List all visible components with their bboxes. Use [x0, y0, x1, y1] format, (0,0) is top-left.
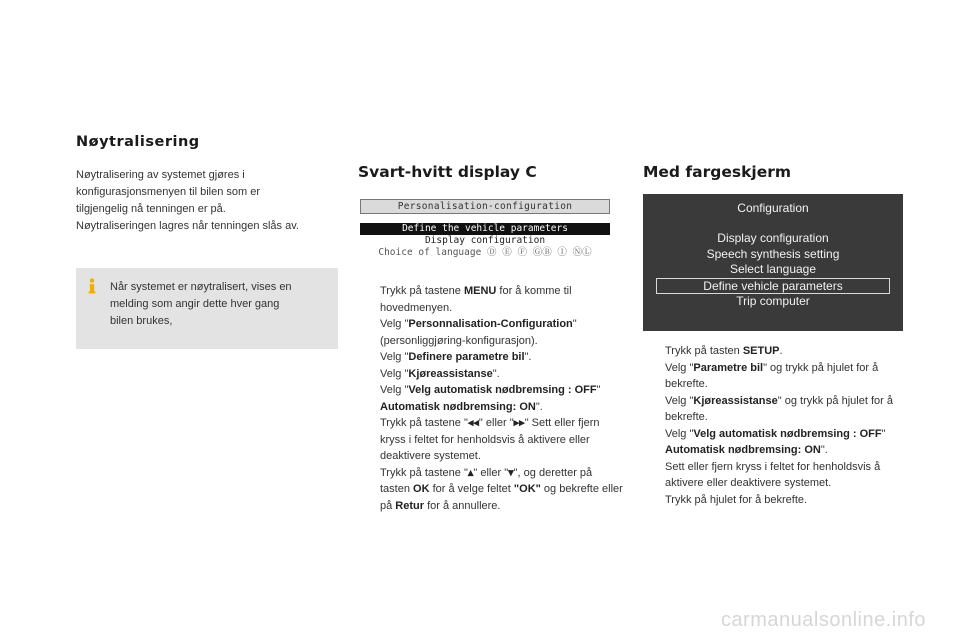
color-screen-section [643, 163, 905, 508]
list-item: Velg "Kjøreassistanse". [380, 367, 500, 380]
list-item: Trykk på hjulet for å bekrefte. [665, 493, 808, 506]
watermark: carmanualsonline.info [720, 609, 926, 631]
list-item: Trykk på tastene "▴" eller "▾", og deretter på tasten OK for å velge feltet "OK" og bekrefte eller på Retur for å annullere. [380, 466, 623, 512]
monochrome-display [360, 199, 610, 259]
step-list [358, 283, 624, 514]
section-title: Svart-hvitt display C [358, 163, 537, 181]
display-menu-title: Configuration [737, 201, 809, 215]
list-item: Velg "Velg automatisk nødbremsing : OFF" Automatisk nødbremsing: ON". [380, 384, 601, 413]
display-item: Trip computer [736, 294, 810, 308]
display-item-language: Choice of language Ⓓ Ⓔ Ⓕ ⒼⒷ Ⓘ ⓃⓁ [378, 247, 592, 258]
display-item: Display configuration [717, 231, 829, 245]
display-selected-item: Define vehicle parameters [656, 278, 890, 294]
rewind-icon: ◂◂ [467, 417, 479, 429]
list-item: Velg "Definere parametre bil". [380, 351, 532, 363]
list-item: Trykk på tastene "◂◂" eller "▸▸" Sett eller fjern kryss i feltet for henholdsvis å aktivere eller deaktivere systemet. [380, 417, 600, 462]
list-item: Trykk på tasten SETUP. [665, 345, 783, 357]
section-title: Med fargeskjerm [643, 163, 792, 181]
intro-text: Nøytralisering av systemet gjøres i konfigurasjonsmenyen til bilen som er tilgjengelig nå tenningen er på. Nøytraliseringen lagres når tenningen slås av. [76, 169, 299, 232]
list-item: Velg "Personnalisation-Configuration" (personliggjøring-konfigurasjon). [380, 318, 577, 347]
neutralisation-section [76, 134, 338, 349]
arrow-up-icon: ▴ [467, 466, 474, 479]
list-item: Sett eller fjern kryss i feltet for henholdsvis å aktivere eller deaktivere systemet. [665, 460, 881, 489]
display-item: Display configuration [424, 235, 546, 246]
display-item: Select language [729, 262, 817, 276]
color-display [643, 194, 903, 331]
list-item: Velg "Parametre bil" og trykk på hjulet for å bekrefte. [665, 361, 879, 390]
list-item: Velg "Velg automatisk nødbremsing : OFF" Automatisk nødbremsing: ON". [665, 427, 886, 456]
forward-icon: ▸▸ [513, 417, 525, 429]
arrow-down-icon: ▾ [508, 466, 514, 479]
display-menu-title: Personalisation-configuration [360, 199, 610, 214]
display-selected-item: Define the vehicle parameters [360, 223, 610, 235]
info-note: Når systemet er nøytralisert, vises en melding som angir dette hver gang bilen brukes, [76, 268, 338, 349]
section-title: Nøytralisering [76, 134, 200, 150]
list-item: Trykk på tastene MENU for å komme til hovedmenyen. [380, 285, 572, 314]
monochrome-display-section [358, 163, 624, 514]
step-list [643, 343, 905, 508]
display-item: Speech synthesis setting [706, 247, 840, 261]
info-icon [86, 278, 98, 294]
list-item: Velg "Kjøreassistanse" og trykk på hjulet for å bekrefte. [665, 394, 893, 423]
